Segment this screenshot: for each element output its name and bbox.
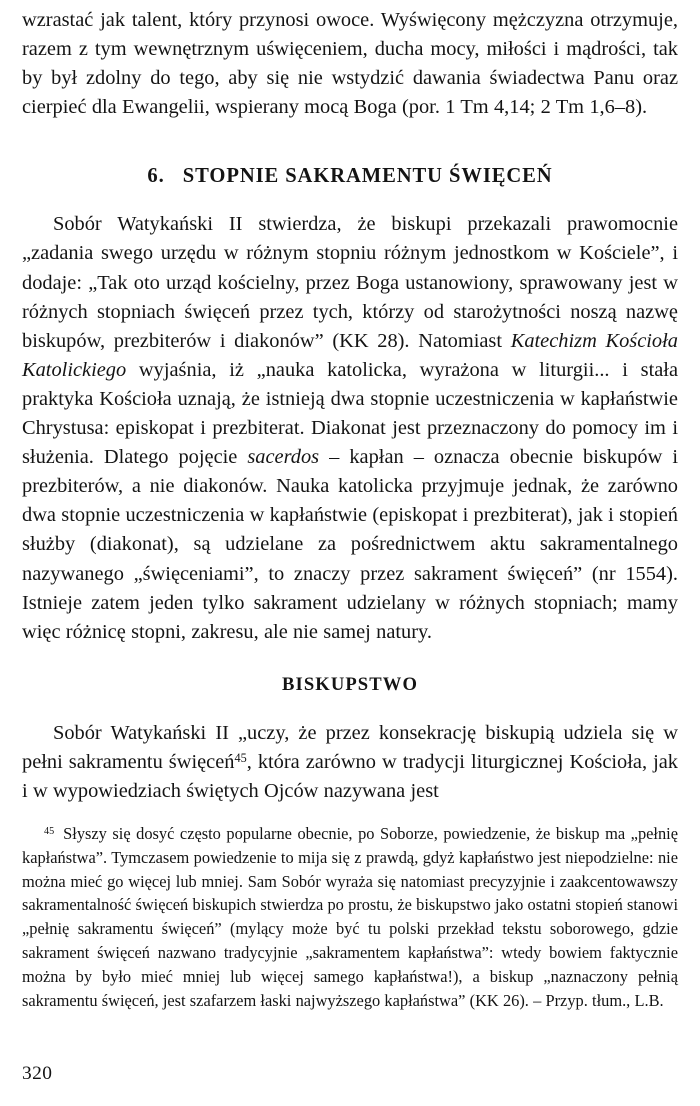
main-paragraph-part-1: Sobór Watykański II stwierdza, że biskupi przekazali prawomocnie „zadania swego urzędu w różnym stopniu różnym jednostkom w Kościele”, i dodaje: „Tak oto urząd kościelny, przez Boga ustanowiony, sprawowany jest w różnych stopniach święceń przez tych, którzy od starożytności noszą nazwę biskupów, prezbiterów i diakonów” (KK 28). Natomiast	[22, 213, 678, 352]
bishopric-paragraph-part-1: Sobór Watykański II „uczy, że przez konsekrację biskupią udziela się w pełni sakramentu święceń	[22, 721, 678, 773]
main-paragraph-part-3: – kapłan – oznacza obecnie biskupów i prezbiterów, a nie diakonów. Nauka katolicka przyjmuje jednak, że zarówno dwa stopnie uczestniczenia w kapłaństwie (episkopat i prezbiterat), jak i stopień służby (diakonat), są udzielane za pośrednictwem aktu sakramentalnego nazywanego „święceniami”, to znaczy przez sakrament święceń” (nr 1554). Istnieje zatem jeden tylko sakrament udzielany w różnych stopniach; mamy więc różnicę stopni, zakresu, ale nie samej natury.	[22, 446, 678, 643]
bishopric-paragraph	[22, 719, 678, 806]
footnote-text: Słyszy się dosyć często popularne obecnie, po Soborze, powiedzenie, że biskup ma „pełnię kapłaństwa”. Tymczasem powiedzenie to mija się z prawdą, gdyż kapłaństwo jest niepodzielne: nie można mieć go więcej lub mniej. Sam Sobór wyraża się natomiast precyzyjnie i zaakcentowawszy sakramentalność święceń biskupich stwierdza po prostu, że biskupstwo jako ostatni stopień stanowi „pełnię sakramentu święceń” (mylący może być tu polski przekład tekstu soborowego, gdzie sakrament święceń nazwano tradycyjnie „sakramentem kapłaństwa”: wtedy bowiem faktycznie można by było mieć mniej lub więcej samego kapłaństwa!), a biskup „naznaczony pełnią sakramentu święceń, jest szafarzem łaski najwyższego kapłaństwa” (KK 26). – Przyp. tłum., L.B.	[22, 824, 678, 1010]
footnote-zone	[22, 822, 678, 1012]
sub-heading-biskupstwo: BISKUPSTWO	[281, 673, 419, 695]
footnote-reference-45: 45	[234, 750, 247, 765]
italic-title-katechizm: Katechizm Kościoła Katolickiego	[22, 329, 678, 381]
footnote-marker-45: 45	[44, 825, 55, 837]
text-column	[22, 0, 678, 806]
italic-term-sacerdos: sacerdos	[247, 446, 320, 469]
heading-spacer	[22, 189, 678, 210]
sub-heading-spacer	[22, 697, 678, 719]
main-paragraph-part-2: wyjaśnia, iż „nauka katolicka, wyrażona w liturgii... i stała praktyka Kościoła uznają, że istnieją dwa stopnie uczestniczenia w kapłaństwie Chrystusa: episkopat i prezbiterat. Diakonat jest przeznaczony do pomocy im i służenia. Dlatego pojęcie	[22, 358, 678, 469]
continuation-paragraph: wzrastać jak talent, który przynosi owoce. Wyświęcony mężczyzna otrzymuje, razem z tym wewnętrznym uświęceniem, ducha mocy, miłości i mądrości, tak by był zdolny do tego, aby się nie wstydzić dawania świadectwa Panu oraz cierpieć dla Ewangelii, wspierany mocą Boga (por. 1 Tm 4,14; 2 Tm 1,6–8).	[22, 9, 678, 119]
footnote-45	[22, 822, 678, 1012]
page-number: 320	[22, 1063, 53, 1084]
bishopric-paragraph-part-2: , która zarówno w tradycji liturgicznej Kościoła, jak i w wypowiedziach świętych Ojców nazywana jest	[22, 750, 678, 802]
section-heading: 6. STOPNIE SAKRAMENTU ŚWIĘCEŃ	[147, 165, 553, 188]
main-paragraph	[22, 210, 678, 646]
